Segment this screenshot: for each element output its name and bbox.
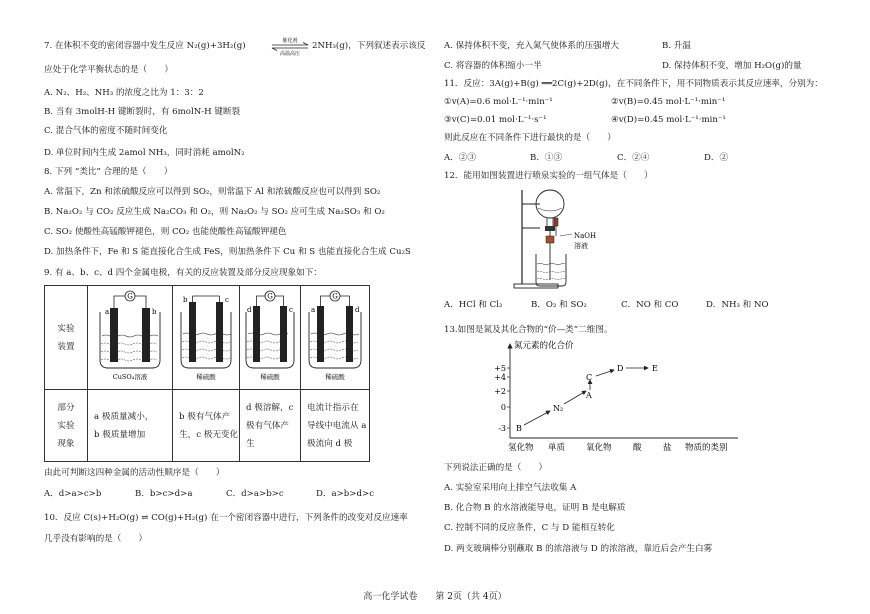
galvanic-cell-4-icon [301,286,369,386]
xtick-acid: 酸 [633,443,642,453]
q9-option-b[interactable]: B．b>c>d>a [135,489,193,499]
q10-option-d[interactable]: D. 保持体积不变，增加 H₂O(g)的量 [662,61,802,71]
q7-stem-a: 7. 在体积不变的密闭容器中发生反应 [44,41,184,51]
q8-option-c[interactable]: C. SO₂ 使酸性高锰酸钾褪色，则 CO₂ 也能使酸性高锰酸钾褪色 [44,227,287,237]
solution-label: 溶液 [574,242,588,250]
q11-option-c[interactable]: C．②④ [617,153,650,163]
obs2-line2: 生，c 极无变化 [179,429,239,440]
cell4-electrode-a: a [311,306,316,314]
obs4-line3: 极流向 d 极 [307,438,353,449]
x-axis-label: 物质的类别 [685,443,728,453]
ytick-plus5: +5 [494,364,506,373]
q7-option-a[interactable]: A. N₂、H₂、NH₃ 的浓度之比为 1：3：2 [44,88,204,98]
q7-stem-line2: 应处于化学平衡状态的是（ ） [44,65,173,75]
cell2-solution: 稀硫酸 [196,373,216,381]
q11-stem-line2: 则此反应在不同条件下进行最快的是（ ） [444,133,616,143]
q13-option-a[interactable]: A. 实验室采用向上排空气法收集 A [444,483,577,493]
q11-rate-2: ②v(B)=0.45 mol·L⁻¹·min⁻¹ [611,97,726,107]
obs2-line1: b 极有气体产 [179,411,231,422]
q9-apparatus-1 [88,286,173,390]
q11-option-a[interactable]: A．②③ [444,153,476,163]
cell1-electrode-a: a [105,308,110,316]
obs3-line3: 生 [246,438,255,449]
q7-stem-b: ，下列叙述表示该反 [348,41,426,51]
q12-stem: 12．能用如图装置进行喷泉实验的一组气体是（ ） [444,171,653,181]
point-n2: N₂ [553,404,564,413]
xtick-salt: 盐 [663,443,672,453]
q9-option-c[interactable]: C．d>a>b>c [226,489,284,499]
q11-rate-4: ④v(D)=0.45 mol·L⁻¹·min⁻¹ [611,115,726,125]
obs3-line2: 极有气体产 [246,420,289,431]
cell2-electrode-c: c [225,296,229,304]
point-d: D [617,364,624,373]
ytick-zero: 0 [500,403,506,412]
q7-arrow-bottom: 高温高压 [279,51,301,56]
ytick-plus2: +2 [494,387,506,396]
q13-question: 下列说法正确的是（ ） [444,463,548,473]
q13-option-d[interactable]: D. 两支玻璃棒分别蘸取 B 的浓溶液与 D 的浓溶液，靠近后会产生白雾 [444,544,713,554]
q7-arrow-top: 催化剂 [282,38,298,44]
page-footer: 高一化学试卷 第 2页（共 4页） [363,592,507,602]
q7-stem-line1-end [312,40,426,52]
q9-observation-3 [240,390,301,462]
cell1-solution: CuSO₄溶液 [112,373,148,381]
q9-observation-label [45,390,88,462]
q8-option-a[interactable]: A. 常温下，Zn 和浓硫酸反应可以得到 SO₂，则常温下 Al 和浓硫酸反应也可以得到 SO₂ [44,187,381,197]
q9-observation-label-2: 实验 [57,420,75,431]
galvanic-cell-2-icon [173,286,239,386]
xtick-oxide: 氧化物 [586,443,612,453]
galvanometer-3: G [267,292,273,301]
q9-observation-2 [173,390,240,462]
q10-stem-line1: 10．反应 C(s)+H₂O(g) ⇌ CO(g)+H₂(g) 在一个密闭容器中进行，下列条件的改变对反应速率 [44,513,408,523]
point-c: C [586,373,593,382]
q11-rate-1: ①v(A)=0.6 mol·L⁻¹·min⁻¹ [444,97,553,107]
obs1-line2: b 极质量增加 [94,429,146,440]
q12-option-a[interactable]: A．HCl 和 Cl₂ [444,300,503,310]
cell3-solution: 稀硫酸 [260,373,280,381]
cell3-electrode-d: d [247,306,252,314]
q11-option-b[interactable]: B．①③ [530,153,563,163]
q11-option-d[interactable]: D．② [704,153,729,163]
ytick-minus3: -3 [498,424,506,433]
q12-option-b[interactable]: B．O₂ 和 SO₂ [531,300,587,310]
q9-stem: 9. 有 a、b、c、d 四个金属电极，有关的反应装置及部分反应现象如下： [44,268,322,278]
q9-observation-row [45,390,370,462]
q13-option-c[interactable]: C. 控制不同的反应条件，C 与 D 能相互转化 [444,523,615,533]
q9-apparatus-label-2: 装置 [57,341,75,352]
cell2-electrode-b: b [183,296,188,304]
q9-apparatus-3 [240,286,301,390]
cell3-electrode-c: c [289,306,293,314]
q12-option-c[interactable]: C．NO 和 CO [621,300,679,310]
q9-apparatus-4 [301,286,370,390]
q9-option-d[interactable]: D．a>b>d>c [316,489,375,499]
q7-option-d[interactable]: D. 单位时间内生成 2amol NH₃，同时消耗 amolN₂ [44,148,245,158]
ytick-plus4: +4 [494,373,506,382]
fountain-apparatus-icon [510,184,620,292]
q10-option-c[interactable]: C. 将容器的体积缩小一半 [444,61,542,71]
obs4-line2: 导线中电流从 a [307,420,367,431]
q9-apparatus-label [45,286,88,390]
xtick-hydride: 氢化物 [508,443,534,453]
q9-option-a[interactable]: A．d>a>c>b [44,489,102,499]
cell4-solution: 稀硫酸 [325,373,345,381]
q11-stem-line1: 11．反应：3A(g)+B(g) ══2C(g)+2D(g)，在不同条件下，用不同物质表示其反应速率，分别为： [444,79,823,89]
xtick-element: 单质 [548,443,566,453]
point-a: A [586,391,592,400]
q7-stem-line1 [44,40,246,52]
obs4-line1: 电流计指示在 [307,402,359,413]
q9-observation-1 [88,390,173,462]
q10-option-b[interactable]: B. 升温 [662,41,691,51]
q13-stem: 13.如图是氮及其化合物的“价—类”二维图。 [444,325,613,335]
q7-option-b[interactable]: B. 当有 3molH-H 键断裂时，有 6molN-H 键断裂 [44,107,241,117]
galvanometer-1: G [127,292,133,301]
nitrogen-valence-class-diagram [480,338,750,456]
q13-option-b[interactable]: B. 化合物 B 的水溶液能导电，证明 B 是电解质 [444,503,626,513]
galvanic-cell-3-icon [240,286,300,386]
q8-stem: 8. 下列 “类比” 合理的是（ ） [44,167,173,177]
naoh-label: NaOH [574,232,597,240]
q9-experiment-table [44,285,370,462]
point-b: B [516,424,522,433]
q12-option-d[interactable]: D．NH₃ 和 NO [706,300,769,310]
q7-reactants: N₂(g)+3H₂(g) [186,41,246,51]
obs3-line1: d 极溶解，c [246,402,294,413]
q9-apparatus-2 [173,286,240,390]
q9-observation-4 [301,390,370,462]
q10-option-a[interactable]: A. 保持体积不变，充入氮气使体系的压强增大 [444,41,619,51]
point-e: E [652,364,658,373]
galvanic-cell-1-icon [88,286,172,386]
q11-rate-3: ③v(C)=0.01 mol·L⁻¹·s⁻¹ [444,115,547,125]
q7-equilibrium-arrow-icon [270,36,310,56]
q8-option-d[interactable]: D. 加热条件下，Fe 和 S 能直接化合生成 FeS，则加热条件下 Cu 和 S 也能直接化合生成 Cu₂S [44,247,411,257]
q9-apparatus-row [45,286,370,390]
cell1-electrode-b: b [152,308,157,316]
cell4-electrode-d: d [355,306,360,314]
q9-conclusion: 由此可判断这四种金属的活动性顺序是（ ） [44,468,225,478]
q7-product: 2NH₃(g) [312,41,349,51]
q8-option-b[interactable]: B. Na₂O₂ 与 CO₂ 反应生成 Na₂CO₃ 和 O₂，则 Na₂O₂ 与 SO₂ 应可生成 Na₂SO₃ 和 O₂ [44,207,385,217]
y-axis-label: 氮元素的化合价 [514,341,574,351]
q7-option-c[interactable]: C. 混合气体的密度不随时间变化 [44,126,168,136]
obs1-line1: a 极质量减小， [94,411,154,422]
q9-observation-label-3: 现象 [57,438,75,449]
q10-stem-line2: 几乎没有影响的是（ ） [44,534,148,544]
galvanometer-4: G [332,292,338,301]
q9-apparatus-label-1: 实验 [57,323,75,334]
q9-observation-label-1: 部分 [57,402,75,413]
